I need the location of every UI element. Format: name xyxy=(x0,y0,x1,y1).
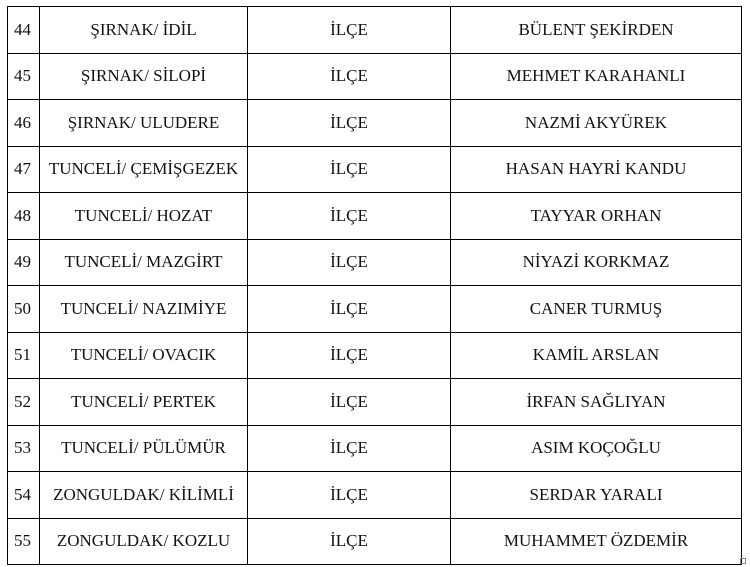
table-row xyxy=(8,53,742,100)
table-row xyxy=(8,286,742,333)
type-cell: İLÇE xyxy=(248,193,451,240)
location-cell: TUNCELİ/ NAZIMİYE xyxy=(40,286,248,333)
table-row xyxy=(8,100,742,147)
name-cell: CANER TURMUŞ xyxy=(451,286,742,333)
type-cell: İLÇE xyxy=(248,518,451,565)
type-cell: İLÇE xyxy=(248,239,451,286)
name-cell: İRFAN SAĞLIYAN xyxy=(451,379,742,426)
row-number: 54 xyxy=(8,472,40,519)
location-cell: ZONGULDAK/ KİLİMLİ xyxy=(40,472,248,519)
table-body xyxy=(8,7,742,565)
row-number: 48 xyxy=(8,193,40,240)
location-cell: ŞIRNAK/ ULUDERE xyxy=(40,100,248,147)
location-cell: TUNCELİ/ PÜLÜMÜR xyxy=(40,425,248,472)
type-cell: İLÇE xyxy=(248,332,451,379)
row-number: 50 xyxy=(8,286,40,333)
table-row xyxy=(8,379,742,426)
table-row xyxy=(8,146,742,193)
type-cell: İLÇE xyxy=(248,7,451,54)
location-cell: ZONGULDAK/ KOZLU xyxy=(40,518,248,565)
location-cell: ŞIRNAK/ SİLOPİ xyxy=(40,53,248,100)
row-number: 47 xyxy=(8,146,40,193)
name-cell: NAZMİ AKYÜREK xyxy=(451,100,742,147)
table-row xyxy=(8,239,742,286)
table-row xyxy=(8,472,742,519)
name-cell: SERDAR YARALI xyxy=(451,472,742,519)
page-corner-marker xyxy=(740,558,746,564)
name-cell: NİYAZİ KORKMAZ xyxy=(451,239,742,286)
name-cell: TAYYAR ORHAN xyxy=(451,193,742,240)
location-cell: TUNCELİ/ ÇEMİŞGEZEK xyxy=(40,146,248,193)
name-cell: MUHAMMET ÖZDEMİR xyxy=(451,518,742,565)
appointments-table xyxy=(7,6,742,565)
row-number: 45 xyxy=(8,53,40,100)
location-cell: TUNCELİ/ PERTEK xyxy=(40,379,248,426)
row-number: 44 xyxy=(8,7,40,54)
location-cell: TUNCELİ/ MAZGİRT xyxy=(40,239,248,286)
name-cell: HASAN HAYRİ KANDU xyxy=(451,146,742,193)
row-number: 52 xyxy=(8,379,40,426)
type-cell: İLÇE xyxy=(248,100,451,147)
table-row xyxy=(8,193,742,240)
type-cell: İLÇE xyxy=(248,146,451,193)
name-cell: BÜLENT ŞEKİRDEN xyxy=(451,7,742,54)
table-row xyxy=(8,425,742,472)
row-number: 53 xyxy=(8,425,40,472)
location-cell: TUNCELİ/ HOZAT xyxy=(40,193,248,240)
table-row xyxy=(8,332,742,379)
name-cell: MEHMET KARAHANLI xyxy=(451,53,742,100)
location-cell: TUNCELİ/ OVACIK xyxy=(40,332,248,379)
type-cell: İLÇE xyxy=(248,379,451,426)
row-number: 49 xyxy=(8,239,40,286)
row-number: 55 xyxy=(8,518,40,565)
row-number: 51 xyxy=(8,332,40,379)
type-cell: İLÇE xyxy=(248,425,451,472)
table-row xyxy=(8,7,742,54)
type-cell: İLÇE xyxy=(248,53,451,100)
row-number: 46 xyxy=(8,100,40,147)
name-cell: ASIM KOÇOĞLU xyxy=(451,425,742,472)
location-cell: ŞIRNAK/ İDİL xyxy=(40,7,248,54)
name-cell: KAMİL ARSLAN xyxy=(451,332,742,379)
table-row xyxy=(8,518,742,565)
type-cell: İLÇE xyxy=(248,472,451,519)
type-cell: İLÇE xyxy=(248,286,451,333)
